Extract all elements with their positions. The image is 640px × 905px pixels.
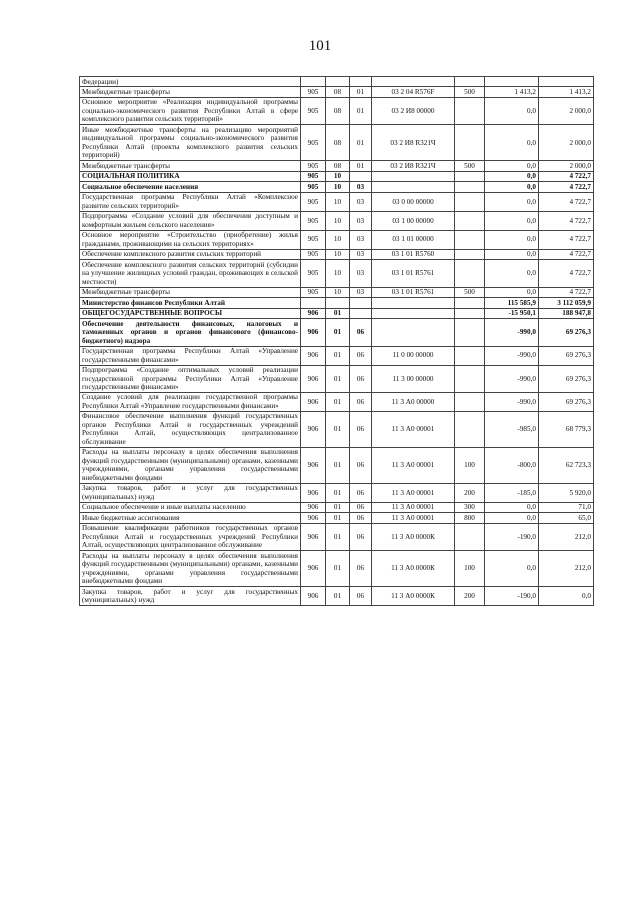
expense-type-cell	[455, 230, 485, 249]
expense-name-cell: Закупка товаров, работ и услуг для государственных (муниципальных) нужд	[80, 483, 301, 502]
subsection-code-cell: 01	[350, 97, 372, 124]
ministry-code-cell: 906	[301, 523, 326, 550]
ministry-code-cell	[301, 77, 326, 87]
ministry-code-cell: 906	[301, 587, 326, 606]
expense-type-cell: 800	[455, 513, 485, 523]
total-amount-cell: 4 722,7	[539, 182, 594, 192]
ministry-code-cell: 905	[301, 125, 326, 161]
expense-type-cell: 500	[455, 287, 485, 297]
change-amount-cell: -190,0	[485, 523, 539, 550]
section-code-cell: 01	[326, 447, 350, 483]
target-article-cell	[372, 319, 455, 346]
section-code-cell: 01	[326, 411, 350, 447]
expense-type-cell	[455, 97, 485, 124]
change-amount-cell: 115 585,9	[485, 298, 539, 308]
expense-name-cell: Социальное обеспечение и иные выплаты населению	[80, 502, 301, 512]
total-amount-cell: 62 723,3	[539, 447, 594, 483]
expense-name-cell: Расходы на выплаты персоналу в целях обеспечения выполнения функций государственными (муниципальными) органами, казенными учреждениями, органами управления государственными внебюджетными фондами	[80, 447, 301, 483]
ministry-code-cell: 906	[301, 551, 326, 587]
change-amount-cell: 0,0	[485, 192, 539, 211]
ministry-code-cell: 905	[301, 97, 326, 124]
target-article-cell: 11 3 А0 00001	[372, 513, 455, 523]
section-code-cell: 10	[326, 260, 350, 287]
subsection-code-cell: 06	[350, 513, 372, 523]
target-article-cell	[372, 308, 455, 318]
total-amount-cell: 212,0	[539, 523, 594, 550]
table-row	[80, 319, 594, 346]
change-amount-cell: 0,0	[485, 182, 539, 192]
expense-name-cell: Обеспечение комплексного развития сельских территорий (субсидии на улучшение жилищных условий граждан, проживающих в сельской местности)	[80, 260, 301, 287]
table-row	[80, 260, 594, 287]
change-amount-cell: 0,0	[485, 249, 539, 259]
expense-name-cell: Создание условий для реализации государственной программы Республики Алтай «Управление государственными финансами»	[80, 392, 301, 411]
total-amount-cell: 4 722,7	[539, 260, 594, 287]
section-code-cell: 01	[326, 392, 350, 411]
target-article-cell: 11 3 А0 00001	[372, 502, 455, 512]
expense-name-cell: Межбюджетные трансферты	[80, 161, 301, 171]
subsection-code-cell: 03	[350, 211, 372, 230]
expense-type-cell: 100	[455, 447, 485, 483]
total-amount-cell	[539, 77, 594, 87]
table-row	[80, 97, 594, 124]
change-amount-cell: 0,0	[485, 287, 539, 297]
table-row	[80, 587, 594, 606]
subsection-code-cell: 03	[350, 260, 372, 287]
expense-name-cell: Министерство финансов Республики Алтай	[80, 298, 301, 308]
table-row	[80, 308, 594, 318]
section-code-cell: 01	[326, 513, 350, 523]
total-amount-cell: 2 000,0	[539, 97, 594, 124]
target-article-cell: 03 1 00 00000	[372, 211, 455, 230]
section-code-cell: 01	[326, 346, 350, 365]
total-amount-cell: 3 112 059,9	[539, 298, 594, 308]
section-code-cell: 01	[326, 551, 350, 587]
target-article-cell: 03 1 01 R5761	[372, 287, 455, 297]
total-amount-cell: 4 722,7	[539, 230, 594, 249]
ministry-code-cell: 906	[301, 483, 326, 502]
expense-type-cell: 100	[455, 551, 485, 587]
table-row	[80, 87, 594, 97]
target-article-cell: 11 3 А0 00001	[372, 483, 455, 502]
section-code-cell: 10	[326, 249, 350, 259]
expense-type-cell	[455, 77, 485, 87]
expense-name-cell: Социальное обеспечение населения	[80, 182, 301, 192]
subsection-code-cell	[350, 298, 372, 308]
table-row	[80, 523, 594, 550]
ministry-code-cell: 906	[301, 365, 326, 392]
change-amount-cell: -990,0	[485, 392, 539, 411]
table-row	[80, 125, 594, 161]
subsection-code-cell: 06	[350, 587, 372, 606]
total-amount-cell: 71,0	[539, 502, 594, 512]
expense-type-cell	[455, 308, 485, 318]
change-amount-cell: 0,0	[485, 260, 539, 287]
total-amount-cell: 2 000,0	[539, 161, 594, 171]
table-row	[80, 513, 594, 523]
table-row	[80, 447, 594, 483]
section-code-cell	[326, 298, 350, 308]
total-amount-cell: 188 947,8	[539, 308, 594, 318]
total-amount-cell: 4 722,7	[539, 249, 594, 259]
expense-name-cell: Федерации)	[80, 77, 301, 87]
ministry-code-cell: 906	[301, 346, 326, 365]
change-amount-cell: -990,0	[485, 346, 539, 365]
change-amount-cell: -15 950,1	[485, 308, 539, 318]
subsection-code-cell: 06	[350, 447, 372, 483]
table-row	[80, 192, 594, 211]
section-code-cell: 01	[326, 523, 350, 550]
table-row	[80, 249, 594, 259]
total-amount-cell: 0,0	[539, 587, 594, 606]
target-article-cell: 11 0 00 00000	[372, 346, 455, 365]
ministry-code-cell: 905	[301, 182, 326, 192]
change-amount-cell: -990,0	[485, 319, 539, 346]
ministry-code-cell: 905	[301, 230, 326, 249]
expense-name-cell: Иные межбюджетные трансферты на реализацию мероприятий индивидуальной программы социально-экономического развития Республики Алтай (проекты комплексного развития сельских территорий)	[80, 125, 301, 161]
table-body	[80, 77, 594, 606]
ministry-code-cell: 905	[301, 161, 326, 171]
change-amount-cell: 0,0	[485, 97, 539, 124]
total-amount-cell: 4 722,7	[539, 211, 594, 230]
target-article-cell: 11 3 А0 00001	[372, 411, 455, 447]
change-amount-cell: 1 413,2	[485, 87, 539, 97]
total-amount-cell: 2 000,0	[539, 125, 594, 161]
expense-name-cell: Финансовое обеспечение выполнения функций государственных органов Республики Алтай и государственных учреждений Республики Алтай, осуществляющих централизованное обслуживание	[80, 411, 301, 447]
table-row	[80, 483, 594, 502]
table-row	[80, 211, 594, 230]
section-code-cell: 10	[326, 211, 350, 230]
expense-type-cell	[455, 171, 485, 181]
section-code-cell: 08	[326, 161, 350, 171]
target-article-cell	[372, 298, 455, 308]
subsection-code-cell: 06	[350, 502, 372, 512]
change-amount-cell: -190,0	[485, 587, 539, 606]
total-amount-cell: 4 722,7	[539, 192, 594, 211]
section-code-cell: 10	[326, 230, 350, 249]
ministry-code-cell: 905	[301, 260, 326, 287]
ministry-code-cell: 905	[301, 171, 326, 181]
subsection-code-cell: 06	[350, 523, 372, 550]
ministry-code-cell: 905	[301, 87, 326, 97]
table-row	[80, 230, 594, 249]
target-article-cell: 11 3 А0 00000	[372, 392, 455, 411]
table-row	[80, 411, 594, 447]
change-amount-cell: 0,0	[485, 230, 539, 249]
subsection-code-cell	[350, 77, 372, 87]
section-code-cell: 08	[326, 87, 350, 97]
target-article-cell	[372, 77, 455, 87]
change-amount-cell: 0,0	[485, 211, 539, 230]
expense-name-cell: Подпрограмма «Создание условий для обеспечения доступным и комфортным жильем сельского населения»	[80, 211, 301, 230]
subsection-code-cell: 06	[350, 346, 372, 365]
expense-name-cell: Основное мероприятие «Реализация индивидуальной программы социально-экономического развития Республики Алтай в сфере комплексного развития сельских территорий»	[80, 97, 301, 124]
section-code-cell	[326, 77, 350, 87]
section-code-cell: 01	[326, 483, 350, 502]
expense-type-cell	[455, 346, 485, 365]
subsection-code-cell: 01	[350, 125, 372, 161]
target-article-cell: 03 1 01 R5760	[372, 249, 455, 259]
total-amount-cell: 65,0	[539, 513, 594, 523]
expense-type-cell	[455, 365, 485, 392]
ministry-code-cell: 906	[301, 308, 326, 318]
total-amount-cell: 68 779,3	[539, 411, 594, 447]
expense-type-cell	[455, 411, 485, 447]
section-code-cell: 08	[326, 125, 350, 161]
target-article-cell: 11 3 00 00000	[372, 365, 455, 392]
target-article-cell: 11 3 А0 0000К	[372, 587, 455, 606]
subsection-code-cell: 03	[350, 249, 372, 259]
target-article-cell	[372, 182, 455, 192]
expense-type-cell: 200	[455, 587, 485, 606]
ministry-code-cell: 906	[301, 513, 326, 523]
expense-name-cell: Обеспечение комплексного развития сельских территорий	[80, 249, 301, 259]
expense-name-cell: Закупка товаров, работ и услуг для государственных (муниципальных) нужд	[80, 587, 301, 606]
ministry-code-cell: 906	[301, 447, 326, 483]
subsection-code-cell: 01	[350, 161, 372, 171]
subsection-code-cell: 06	[350, 551, 372, 587]
table-row	[80, 287, 594, 297]
expense-name-cell: СОЦИАЛЬНАЯ ПОЛИТИКА	[80, 171, 301, 181]
ministry-code-cell: 906	[301, 502, 326, 512]
expense-name-cell: ОБЩЕГОСУДАРСТВЕННЫЕ ВОПРОСЫ	[80, 308, 301, 318]
change-amount-cell: 0,0	[485, 551, 539, 587]
expense-name-cell: Межбюджетные трансферты	[80, 87, 301, 97]
expense-type-cell: 300	[455, 502, 485, 512]
expense-name-cell: Государственная программа Республики Алтай «Комплексное развитие сельских территорий»	[80, 192, 301, 211]
table-row	[80, 365, 594, 392]
ministry-code-cell	[301, 298, 326, 308]
change-amount-cell	[485, 77, 539, 87]
target-article-cell: 03 2 И8 R321Ч	[372, 161, 455, 171]
expense-name-cell: Межбюджетные трансферты	[80, 287, 301, 297]
expense-type-cell	[455, 192, 485, 211]
total-amount-cell: 1 413,2	[539, 87, 594, 97]
expense-type-cell: 500	[455, 161, 485, 171]
section-code-cell: 01	[326, 502, 350, 512]
page-number: 101	[308, 38, 332, 54]
total-amount-cell: 5 920,0	[539, 483, 594, 502]
expense-name-cell: Иные бюджетные ассигнования	[80, 513, 301, 523]
table-row	[80, 171, 594, 181]
target-article-cell: 03 0 00 00000	[372, 192, 455, 211]
subsection-code-cell	[350, 171, 372, 181]
target-article-cell: 11 3 А0 0000К	[372, 523, 455, 550]
expense-name-cell: Подпрограмма «Создание оптимальных условий реализации государственной программы Республики Алтай «Управление государственными финансами»	[80, 365, 301, 392]
expense-name-cell: Основное мероприятие «Строительство (приобретение) жилья гражданами, проживающими на сельских территориях»	[80, 230, 301, 249]
table-row	[80, 77, 594, 87]
ministry-code-cell: 905	[301, 211, 326, 230]
section-code-cell: 01	[326, 319, 350, 346]
target-article-cell: 03 1 01 R5761	[372, 260, 455, 287]
subsection-code-cell: 06	[350, 319, 372, 346]
change-amount-cell: 0,0	[485, 125, 539, 161]
total-amount-cell: 69 276,3	[539, 365, 594, 392]
expense-type-cell	[455, 523, 485, 550]
budget-table	[79, 76, 594, 606]
target-article-cell: 11 3 А0 0000К	[372, 551, 455, 587]
section-code-cell: 01	[326, 365, 350, 392]
total-amount-cell: 69 276,3	[539, 319, 594, 346]
target-article-cell: 03 2 И8 R321Ч	[372, 125, 455, 161]
table-row	[80, 346, 594, 365]
expense-name-cell: Государственная программа Республики Алтай «Управление государственными финансами»	[80, 346, 301, 365]
table-row	[80, 392, 594, 411]
change-amount-cell: -185,0	[485, 483, 539, 502]
table-row	[80, 502, 594, 512]
target-article-cell: 11 3 А0 00001	[372, 447, 455, 483]
total-amount-cell: 4 722,7	[539, 171, 594, 181]
expense-type-cell: 500	[455, 87, 485, 97]
subsection-code-cell: 03	[350, 287, 372, 297]
target-article-cell: 03 1 01 00000	[372, 230, 455, 249]
section-code-cell: 10	[326, 171, 350, 181]
section-code-cell: 10	[326, 192, 350, 211]
ministry-code-cell: 905	[301, 249, 326, 259]
expense-type-cell	[455, 392, 485, 411]
subsection-code-cell	[350, 308, 372, 318]
total-amount-cell: 69 276,3	[539, 346, 594, 365]
ministry-code-cell: 906	[301, 411, 326, 447]
expense-type-cell	[455, 319, 485, 346]
total-amount-cell: 212,0	[539, 551, 594, 587]
table-row	[80, 182, 594, 192]
table-row	[80, 298, 594, 308]
section-code-cell: 01	[326, 308, 350, 318]
subsection-code-cell: 06	[350, 365, 372, 392]
ministry-code-cell: 906	[301, 392, 326, 411]
section-code-cell: 01	[326, 587, 350, 606]
section-code-cell: 10	[326, 287, 350, 297]
subsection-code-cell: 06	[350, 392, 372, 411]
total-amount-cell: 69 276,3	[539, 392, 594, 411]
ministry-code-cell: 905	[301, 192, 326, 211]
change-amount-cell: -985,0	[485, 411, 539, 447]
change-amount-cell: -800,0	[485, 447, 539, 483]
expense-type-cell: 200	[455, 483, 485, 502]
target-article-cell: 03 2 И8 00000	[372, 97, 455, 124]
section-code-cell: 08	[326, 97, 350, 124]
change-amount-cell: 0,0	[485, 502, 539, 512]
total-amount-cell: 4 722,7	[539, 287, 594, 297]
expense-type-cell	[455, 182, 485, 192]
ministry-code-cell: 906	[301, 319, 326, 346]
change-amount-cell: -990,0	[485, 365, 539, 392]
subsection-code-cell: 03	[350, 182, 372, 192]
table-row	[80, 161, 594, 171]
expense-name-cell: Расходы на выплаты персоналу в целях обеспечения выполнения функций государственными (муниципальными) органами, казенными учреждениями, органами управления государственными внебюджетными фондами	[80, 551, 301, 587]
target-article-cell: 03 2 04 R576F	[372, 87, 455, 97]
subsection-code-cell: 03	[350, 192, 372, 211]
table-row	[80, 551, 594, 587]
expense-type-cell	[455, 125, 485, 161]
expense-name-cell: Обеспечение деятельности финансовых, налоговых и таможенных органов и органов финансового (финансово-бюджетного) надзора	[80, 319, 301, 346]
change-amount-cell: 0,0	[485, 161, 539, 171]
subsection-code-cell: 06	[350, 483, 372, 502]
ministry-code-cell: 905	[301, 287, 326, 297]
expense-type-cell	[455, 260, 485, 287]
change-amount-cell: 0,0	[485, 171, 539, 181]
subsection-code-cell: 01	[350, 87, 372, 97]
subsection-code-cell: 03	[350, 230, 372, 249]
expense-type-cell	[455, 211, 485, 230]
expense-name-cell: Повышение квалификации работников государственных органов Республики Алтай и государственных учреждений Республики Алтай, осуществляющих централизованное обслуживание	[80, 523, 301, 550]
target-article-cell	[372, 171, 455, 181]
section-code-cell: 10	[326, 182, 350, 192]
expense-type-cell	[455, 298, 485, 308]
expense-type-cell	[455, 249, 485, 259]
change-amount-cell: 0,0	[485, 513, 539, 523]
subsection-code-cell: 06	[350, 411, 372, 447]
